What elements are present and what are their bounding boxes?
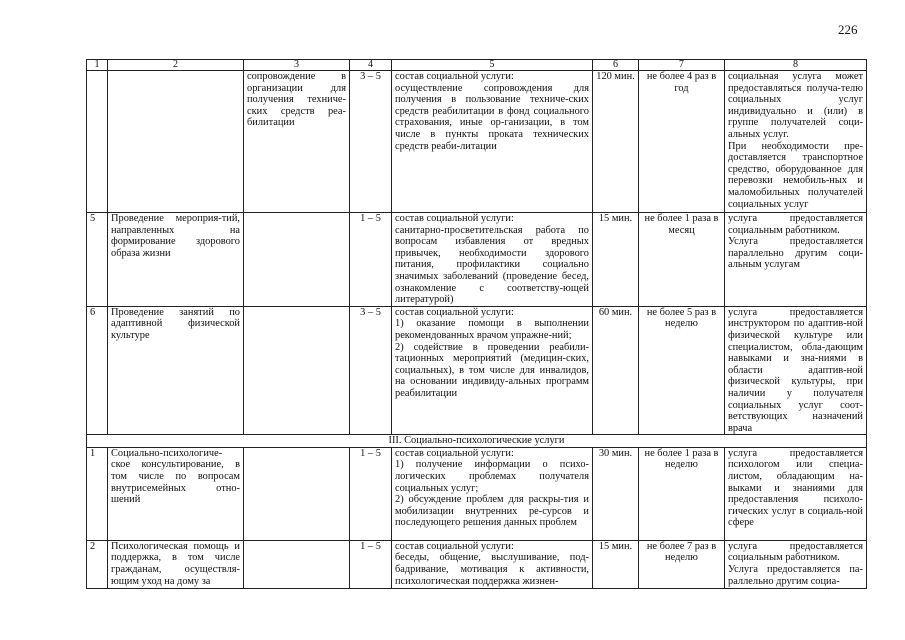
service-group: 3 – 5 (350, 306, 392, 435)
composition-line: состав социальной услуги: (395, 306, 514, 318)
composition-line: состав социальной услуги: (395, 71, 514, 82)
composition-line: состав социальной услуги: (395, 213, 514, 224)
conditions-line: услуга предоставляется социальным работником. (728, 540, 863, 564)
column-header: 8 (725, 60, 867, 71)
service-group: 1 – 5 (350, 447, 392, 540)
service-conditions (725, 447, 867, 540)
section-row (87, 435, 867, 448)
composition-line: состав социальной услуги: (395, 540, 514, 552)
row-number: 5 (87, 213, 108, 307)
service-duration: 15 мин. (593, 213, 639, 307)
conditions-line: Услуга предоставляется параллельно другим соци-альным услугам (728, 236, 863, 271)
column-number-row (87, 60, 867, 71)
table-row (87, 306, 867, 435)
composition-line: 2) обсуждение проблем для раскры-тия и мобилизации внутренних ре-сурсов и последующего решения данных проблем (395, 494, 589, 529)
service-group: 3 – 5 (350, 71, 392, 213)
service-composition (392, 447, 593, 540)
service-group: 1 – 5 (350, 540, 392, 588)
table-row (87, 213, 867, 307)
row-number: 6 (87, 306, 108, 435)
column-header: 7 (639, 60, 725, 71)
service-composition (392, 71, 593, 213)
service-frequency: не более 5 раз в неделю (639, 306, 725, 435)
service-name (108, 71, 244, 213)
service-duration: 15 мин. (593, 540, 639, 588)
service-duration: 30 мин. (593, 447, 639, 540)
service-duration: 120 мин. (593, 71, 639, 213)
service-name: Проведение занятий по адаптивной физической культуре (108, 306, 244, 435)
conditions-line: услуга предоставляется инструктором по адаптив-ной физической культуре или специалистом, обла-дающим навыками и зна-ниями в области адаптив-ной физической культуры, при наличии у получателя социальных услуг соот-ветствующих назначений врача (728, 306, 863, 434)
column-header: 5 (392, 60, 593, 71)
column-header: 2 (108, 60, 244, 71)
composition-line: 1) получение информации о психо-логических проблемах получателя социальных услуг; (395, 459, 589, 494)
row-number: 2 (87, 540, 108, 588)
service-conditions (725, 71, 867, 213)
service-name: Психологическая помощь и поддержка, в том числе гражданам, осуществля-ющим уход на дому за (108, 540, 244, 588)
row-number: 1 (87, 447, 108, 540)
conditions-line: услуга предоставляется социальным работником. (728, 213, 863, 236)
service-frequency: не более 7 раз в неделю (639, 540, 725, 588)
conditions-line: услуга предоставляется психологом или специа-листом, обладающим на-выками и знаниями для предоставления психоло-гических услуг в социаль-ной сфере (728, 447, 863, 529)
composition-line: санитарно-просветительская работа по вопросам избавления от вредных привычек, необходимости здорового питания, профилактики социально значимых заболеваний (проведение бесед, ознакомление с соответству-ющей литературой) (395, 224, 589, 306)
section-title: III. Социально-психологические услуги (87, 435, 867, 448)
service-frequency: не более 1 раза в неделю (639, 447, 725, 540)
service-conditions (725, 213, 867, 307)
service-composition (392, 306, 593, 435)
service-detail (244, 540, 350, 588)
service-frequency: не более 1 раза в месяц (639, 213, 725, 307)
service-detail (244, 213, 350, 307)
column-header: 4 (350, 60, 392, 71)
service-detail (244, 306, 350, 435)
service-name: Социально-психологиче-ское консультирование, в том числе по вопросам внутрисемейных отно-шений (108, 447, 244, 540)
conditions-line: Услуга предоставляется па-раллельно другим социа- (728, 564, 863, 587)
composition-line: осуществление сопровождения для получения в пользование техниче-ских средств реабилитации в фонд социального страхования, иные ор-ганизации, в том числе в пункты проката технических средств реаби-литации (395, 82, 589, 152)
service-duration: 60 мин. (593, 306, 639, 435)
services-table (86, 59, 867, 589)
composition-line: состав социальной услуги: (395, 447, 514, 459)
column-header: 3 (244, 60, 350, 71)
service-name: Проведение мероприя-тий, направленных на формирование здорового образа жизни (108, 213, 244, 307)
service-frequency: не более 4 раз в год (639, 71, 725, 213)
composition-line: 1) оказание помощи в выполнении рекомендованных врачом упражне-ний; (395, 318, 589, 341)
service-group: 1 – 5 (350, 213, 392, 307)
composition-line: беседы, общение, выслушивание, под-бадривание, мотивация к активности, психологическая поддержка жизнен- (395, 552, 589, 587)
page-number: 226 (838, 22, 858, 37)
conditions-line: социальная услуга может предоставляться получа-телю социальных услуг индивидуально и (или) в группе получателей соци-альных услуг. (728, 71, 863, 140)
table-row (87, 71, 867, 213)
service-composition (392, 213, 593, 307)
service-conditions (725, 306, 867, 435)
composition-line: 2) содействие в проведении реабили-тационных мероприятий (медицин-ских, социальных), в том числе для инвалидов, на основании индивиду-альных программ реабилитации (395, 341, 589, 399)
service-composition (392, 540, 593, 588)
service-detail (244, 447, 350, 540)
conditions-line: При необходимости пре-доставляется транспортное средство, оборудованное для перевозки немобиль-ных и маломобильных получателей социальных услуг (728, 140, 863, 210)
column-header: 1 (87, 60, 108, 71)
service-conditions (725, 540, 867, 588)
row-number (87, 71, 108, 213)
service-detail: сопровождение в организации для получения техниче-ских средств реа-билитации (244, 71, 350, 213)
column-header: 6 (593, 60, 639, 71)
table-row (87, 447, 867, 540)
table-row (87, 540, 867, 588)
